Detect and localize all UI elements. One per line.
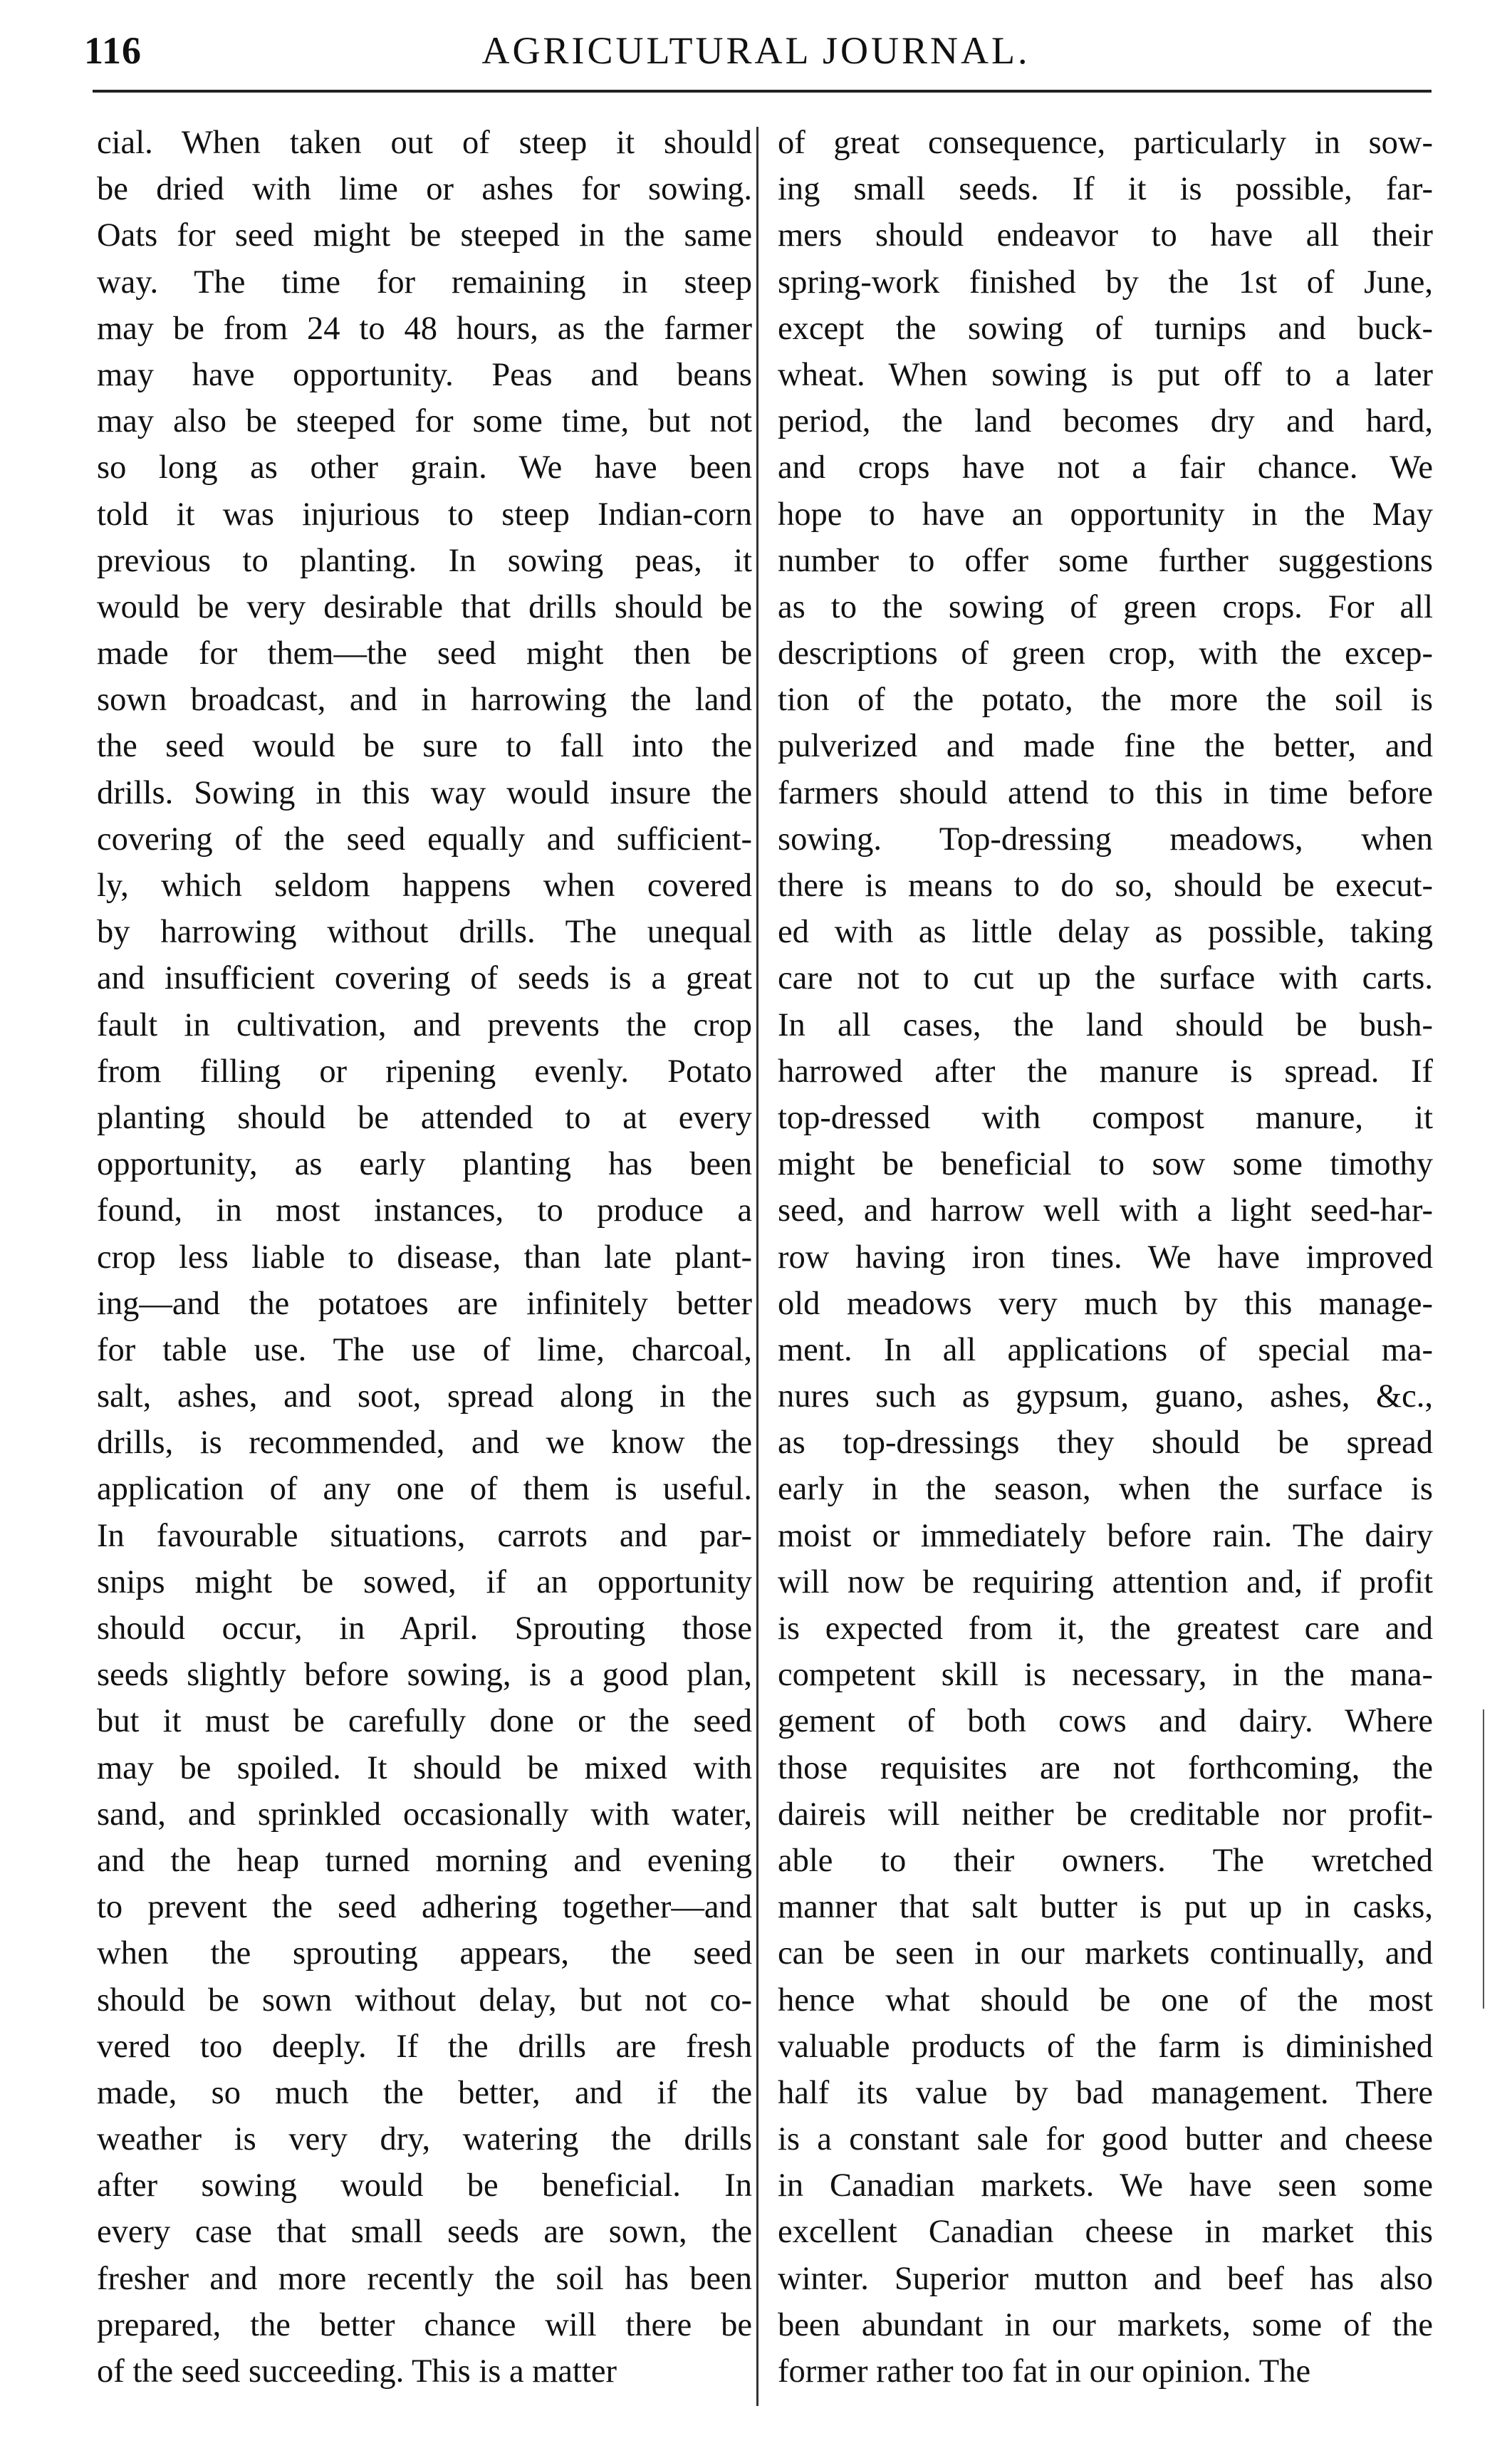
text-line: valuable products of the farm is diminished	[778, 2028, 1433, 2065]
text-line: covering of the seed equally and sufficient-	[97, 821, 752, 858]
text-line: made, so much the better, and if the	[97, 2074, 752, 2111]
text-line: may have opportunity. Peas and beans	[97, 356, 752, 393]
text-line: snips might be sowed, if an opportunity	[97, 1563, 752, 1600]
text-line: as to the sowing of green crops. For all	[778, 588, 1433, 625]
text-line: so long as other grain. We have been	[97, 449, 752, 486]
text-line: gement of both cows and dairy. Where	[778, 1703, 1433, 1740]
text-line: ly, which seldom happens when covered	[97, 868, 752, 904]
text-line: been abundant in our markets, some of the	[778, 2306, 1433, 2343]
text-line: and the heap turned morning and evening	[97, 1842, 752, 1879]
text-line: ment. In all applications of special ma-	[778, 1331, 1433, 1368]
right-column	[778, 120, 1433, 2395]
left-column	[97, 120, 752, 2395]
text-line: from filling or ripening evenly. Potato	[97, 1053, 752, 1090]
text-line: ing small seeds. If it is possible, far-	[778, 171, 1433, 208]
text-line: those requisites are not forthcoming, the	[778, 1749, 1433, 1786]
text-line: is a constant sale for good butter and cheese	[778, 2121, 1433, 2158]
edge-rule	[1483, 1709, 1484, 2009]
header-rule	[93, 90, 1432, 93]
text-line: old meadows very much by this manage-	[778, 1285, 1433, 1322]
text-line: drills. Sowing in this way would insure the	[97, 774, 752, 811]
text-line: winter. Superior mutton and beef has also	[778, 2260, 1433, 2297]
text-line: sand, and sprinkled occasionally with water,	[97, 1796, 752, 1833]
text-line: mers should endeavor to have all their	[778, 217, 1433, 254]
text-line: crop less liable to disease, than late plant-	[97, 1239, 752, 1276]
text-line: should occur, in April. Sprouting those	[97, 1610, 752, 1647]
page-number: 116	[84, 29, 142, 72]
text-line: of the seed succeeding. This is a matter	[97, 2353, 617, 2390]
text-line: manner that salt butter is put up in casks,	[778, 1889, 1433, 1926]
text-line: fresher and more recently the soil has been	[97, 2260, 752, 2297]
text-line: may also be steeped for some time, but not	[97, 403, 752, 440]
text-line: seeds slightly before sowing, is a good plan,	[97, 1657, 752, 1694]
text-line: early in the season, when the surface is	[778, 1471, 1433, 1508]
text-line: planting should be attended to at every	[97, 1099, 752, 1136]
text-line: found, in most instances, to produce a	[97, 1192, 752, 1229]
text-line: is expected from it, the greatest care and	[778, 1610, 1433, 1647]
text-line: opportunity, as early planting has been	[97, 1146, 752, 1183]
text-line: wheat. When sowing is put off to a later	[778, 356, 1433, 393]
text-line: farmers should attend to this in time before	[778, 774, 1433, 811]
text-line: care not to cut up the surface with carts.	[778, 960, 1433, 997]
text-line: excellent Canadian cheese in market this	[778, 2214, 1433, 2251]
text-line: application of any one of them is useful.	[97, 1471, 752, 1508]
text-line: sowing. Top-dressing meadows, when	[778, 821, 1433, 858]
text-line: but it must be carefully done or the seed	[97, 1703, 752, 1740]
text-line: hope to have an opportunity in the May	[778, 496, 1433, 533]
text-line: harrowed after the manure is spread. If	[778, 1053, 1433, 1090]
text-line: would be very desirable that drills should be	[97, 588, 752, 625]
text-line: made for them—the seed might then be	[97, 635, 752, 672]
text-line: be dried with lime or ashes for sowing.	[97, 171, 752, 208]
text-line: In all cases, the land should be bush-	[778, 1006, 1433, 1043]
text-line: will now be requiring attention and, if profit	[778, 1563, 1433, 1600]
text-line: competent skill is necessary, in the mana-	[778, 1657, 1433, 1694]
text-line: after sowing would be beneficial. In	[97, 2167, 752, 2204]
text-line: seed, and harrow well with a light seed-har-	[778, 1192, 1433, 1229]
text-line: pulverized and made fine the better, and	[778, 728, 1433, 765]
text-line: might be beneficial to sow some timothy	[778, 1146, 1433, 1183]
text-line: descriptions of green crop, with the excep-	[778, 635, 1433, 672]
text-line: fault in cultivation, and prevents the crop	[97, 1006, 752, 1043]
text-line: when the sprouting appears, the seed	[97, 1935, 752, 1972]
column-divider	[756, 127, 758, 2406]
running-head: AGRICULTURAL JOURNAL.	[481, 29, 1031, 72]
text-line: way. The time for remaining in steep	[97, 264, 752, 301]
text-line: for table use. The use of lime, charcoal,	[97, 1331, 752, 1368]
text-line: can be seen in our markets continually, and	[778, 1935, 1433, 1972]
text-line: as top-dressings they should be spread	[778, 1425, 1433, 1462]
text-line: moist or immediately before rain. The dairy	[778, 1517, 1433, 1554]
text-line: drills, is recommended, and we know the	[97, 1425, 752, 1462]
text-line: number to offer some further suggestions	[778, 542, 1433, 579]
text-line: nures such as gypsum, guano, ashes, &c.,	[778, 1378, 1433, 1415]
text-line: cial. When taken out of steep it should	[97, 125, 752, 161]
text-line: previous to planting. In sowing peas, it	[97, 542, 752, 579]
text-line: by harrowing without drills. The unequal	[97, 914, 752, 951]
text-line: sown broadcast, and in harrowing the land	[97, 682, 752, 719]
text-line: to prevent the seed adhering together—and	[97, 1889, 752, 1926]
text-line: of great consequence, particularly in sow-	[778, 125, 1433, 161]
text-line: may be from 24 to 48 hours, as the farmer	[97, 310, 752, 347]
text-line: ed with as little delay as possible, taking	[778, 914, 1433, 951]
text-line: half its value by bad management. There	[778, 2074, 1433, 2111]
text-line: able to their owners. The wretched	[778, 1842, 1433, 1879]
text-line: tion of the potato, the more the soil is	[778, 682, 1433, 719]
text-line: the seed would be sure to fall into the	[97, 728, 752, 765]
text-line: vered too deeply. If the drills are fresh	[97, 2028, 752, 2065]
text-line: and crops have not a fair chance. We	[778, 449, 1433, 486]
text-line: period, the land becomes dry and hard,	[778, 403, 1433, 440]
text-line: spring-work finished by the 1st of June,	[778, 264, 1433, 301]
text-line: except the sowing of turnips and buck-	[778, 310, 1433, 347]
text-line: hence what should be one of the most	[778, 1981, 1433, 2019]
text-line: told it was injurious to steep Indian-corn	[97, 496, 752, 533]
text-line: In favourable situations, carrots and par-	[97, 1517, 752, 1554]
text-line: top-dressed with compost manure, it	[778, 1099, 1433, 1136]
text-line: weather is very dry, watering the drills	[97, 2121, 752, 2158]
text-line: in Canadian markets. We have seen some	[778, 2167, 1433, 2204]
text-line: and insufficient covering of seeds is a great	[97, 960, 752, 997]
text-line: ing—and the potatoes are infinitely better	[97, 1285, 752, 1322]
text-line: former rather too fat in our opinion. The	[778, 2353, 1311, 2390]
text-line: salt, ashes, and soot, spread along in the	[97, 1378, 752, 1415]
text-line: daireis will neither be creditable nor profit-	[778, 1796, 1433, 1833]
text-line: prepared, the better chance will there be	[97, 2306, 752, 2343]
text-line: row having iron tines. We have improved	[778, 1239, 1433, 1276]
text-line: every case that small seeds are sown, the	[97, 2214, 752, 2251]
text-line: should be sown without delay, but not co-	[97, 1981, 752, 2019]
text-line: may be spoiled. It should be mixed with	[97, 1749, 752, 1786]
text-line: there is means to do so, should be execut-	[778, 868, 1433, 904]
text-line: Oats for seed might be steeped in the same	[97, 217, 752, 254]
